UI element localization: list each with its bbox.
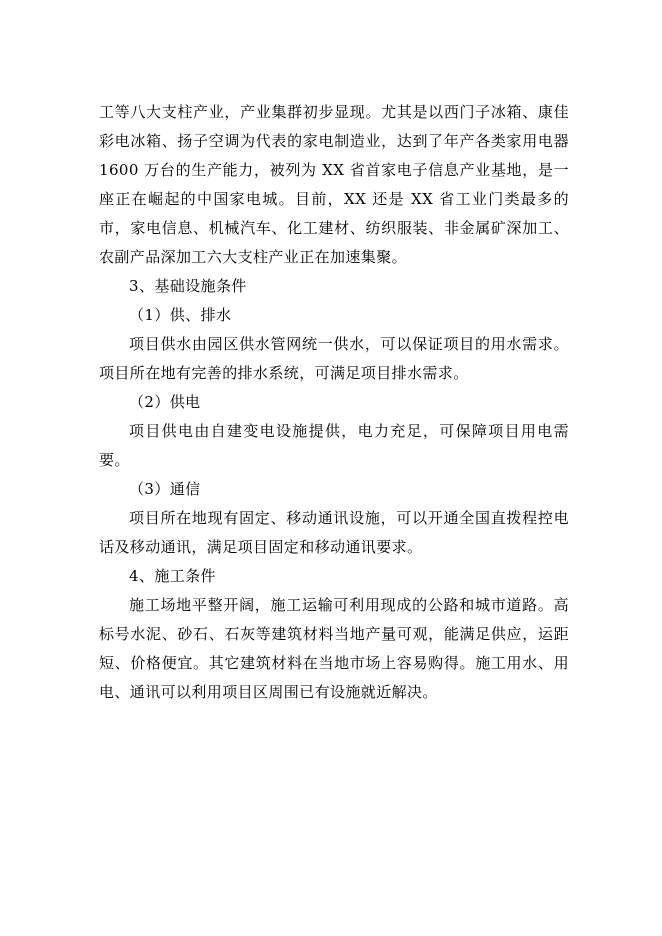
industry-paragraph: 工等八大支柱产业，产业集群初步显现。尤其是以西门子冰箱、康佳彩电冰箱、扬子空调为代表的家电制造业，达到了年产各类家用电器 1600 万台的生产能力，被列为 XX 省首家电子信息产业基地，是一座正在崛起的中国家电城。目前，XX 还是 XX 省工业门类最多的市，家电信息、机械汽车、化工建材、纺织服装、非金属矿深加工、农副产品深加工六大支柱产业正在加速集聚。 bbox=[99, 103, 569, 266]
communication-paragraph: 项目所在地现有固定、移动通讯设施，可以开通全国直拨程控电话及移动通讯，满足项目固定和移动通讯要求。 bbox=[99, 509, 569, 556]
water-supply-paragraph: 项目供水由园区供水管网统一供水，可以保证项目的用水需求。项目所在地有完善的排水系统，可满足项目排水需求。 bbox=[99, 335, 569, 382]
subheading-water-supply: （1）供、排水 bbox=[129, 306, 232, 324]
section-heading-infrastructure: 3、基础设施条件 bbox=[129, 277, 247, 295]
power-supply-paragraph: 项目供电由自建变电设施提供，电力充足，可保障项目用电需要。 bbox=[99, 422, 569, 469]
subheading-communication: （3）通信 bbox=[129, 480, 201, 498]
construction-paragraph: 施工场地平整开阔，施工运输可利用现成的公路和城市道路。高标号水泥、砂石、石灰等建筑材料当地产量可观，能满足供应，运距短、价格便宜。其它建筑材料在当地市场上容易购得。施工用水、用电、通讯可以利用项目区周围已有设施就近解决。 bbox=[99, 596, 569, 701]
document-body bbox=[99, 98, 569, 707]
subheading-power-supply: （2）供电 bbox=[129, 393, 201, 411]
section-heading-construction: 4、施工条件 bbox=[129, 567, 216, 585]
